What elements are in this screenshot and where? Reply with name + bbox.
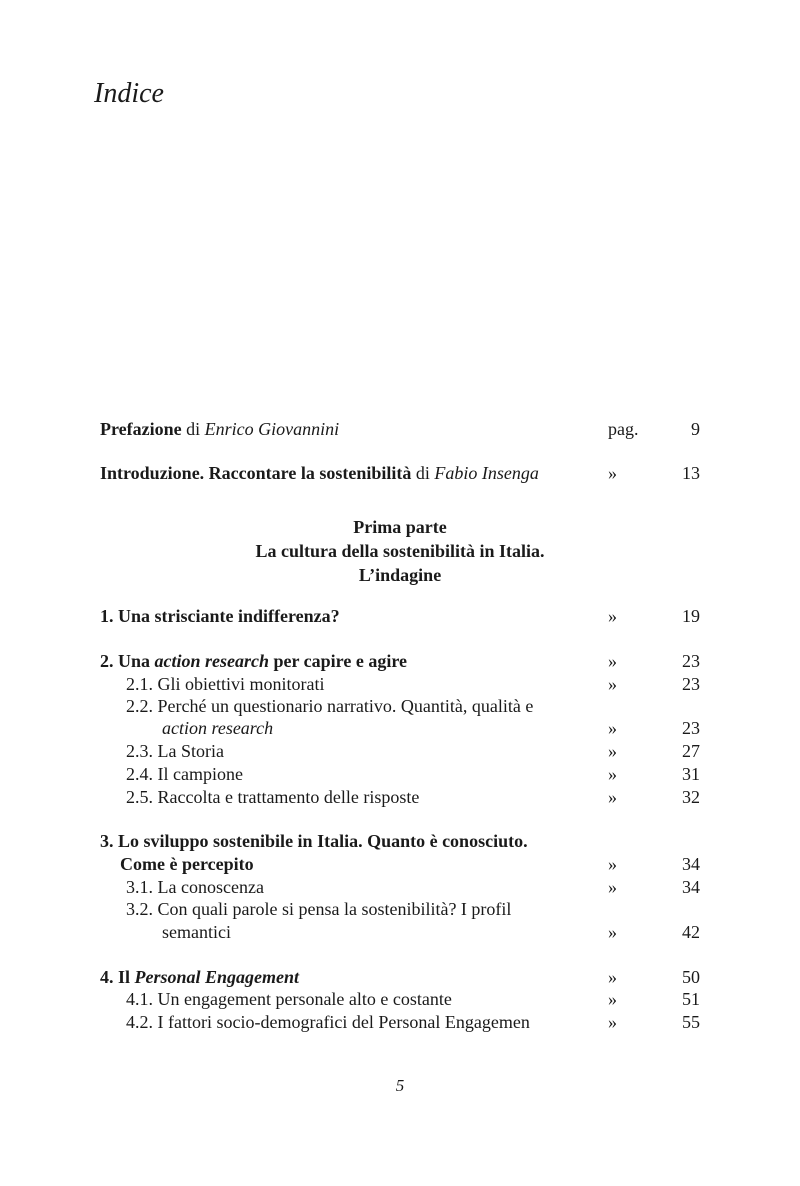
page-number: 51 [682, 989, 700, 1009]
entry-title-end: per capire e agire [269, 651, 407, 671]
entry-title-italic: action research [154, 651, 270, 671]
entry-title: 1. Una strisciante indifferenza? [100, 606, 340, 626]
entry-by: di [411, 463, 435, 483]
toc-entry-4-2[interactable] [100, 1011, 700, 1033]
page-number: 50 [682, 967, 700, 987]
entry-title: 2.2. Perché un questionario narrativo. Quantità, qualità e [126, 696, 534, 716]
page-number: 9 [691, 419, 700, 439]
page-number: 42 [682, 922, 700, 942]
ditto-mark: » [608, 463, 617, 483]
toc-entry-introduzione[interactable] [100, 462, 700, 484]
entry-author: Enrico Giovannini [204, 419, 340, 439]
toc-entry-2-2-line-2[interactable] [100, 717, 700, 739]
toc-entry-2-1[interactable] [100, 673, 700, 695]
entry-title: 4.1. Un engagement personale alto e costante [126, 989, 452, 1009]
toc-entry-2-4[interactable] [100, 763, 700, 785]
ditto-mark: » [608, 877, 617, 897]
entry-title: Come è percepito [120, 854, 254, 874]
entry-title: Introduzione. Raccontare la sostenibilità [100, 463, 412, 483]
ditto-mark: » [608, 741, 617, 761]
page-number: 31 [682, 764, 700, 784]
toc-entry-4-1[interactable] [100, 988, 700, 1010]
ditto-mark: » [608, 606, 617, 626]
ditto-mark: » [608, 764, 617, 784]
toc-entry-chapter-1[interactable] [100, 605, 700, 627]
entry-title-start: 2. Una [100, 651, 155, 671]
toc-entry-prefazione[interactable] [100, 418, 700, 440]
toc-entry-2-2-line-1[interactable] [100, 695, 700, 717]
part-label: Prima parte [353, 517, 447, 537]
entry-title-italic: Personal Engagement [134, 967, 300, 987]
part-heading [100, 515, 700, 587]
page-number: 13 [682, 463, 700, 483]
page-number: 34 [682, 854, 700, 874]
part-title: La cultura della sostenibilità in Italia. [255, 541, 545, 561]
entry-title: 2.5. Raccolta e trattamento delle risposte [126, 787, 420, 807]
entry-by: di [181, 419, 205, 439]
part-subtitle: L’indagine [358, 565, 442, 585]
entry-title: Prefazione [100, 419, 182, 439]
page-number: 34 [682, 877, 700, 897]
ditto-mark: » [608, 674, 617, 694]
ditto-mark: » [608, 651, 617, 671]
page-number: 19 [682, 606, 700, 626]
ditto-mark: » [608, 922, 617, 942]
entry-title: semantici [162, 922, 231, 942]
page-number: 55 [682, 1012, 700, 1032]
entry-title: 2.4. Il campione [126, 764, 243, 784]
entry-title: 3.1. La conoscenza [126, 877, 264, 897]
page-prefix: pag. [608, 419, 639, 439]
ditto-mark: » [608, 854, 617, 874]
toc-entry-chapter-4[interactable] [100, 966, 700, 988]
page-number: 23 [682, 651, 700, 671]
toc-entry-3-2-line-2[interactable] [100, 921, 700, 943]
toc-entry-3-1[interactable] [100, 876, 700, 898]
entry-author: Fabio Insenga [434, 463, 539, 483]
toc-entry-2-5[interactable] [100, 786, 700, 808]
ditto-mark: » [608, 967, 617, 987]
entry-title-italic: action research [162, 718, 274, 738]
page-title: Indice [94, 78, 164, 109]
entry-title: 2.1. Gli obiettivi monitorati [126, 674, 325, 694]
ditto-mark: » [608, 1012, 617, 1032]
entry-title: 2.3. La Storia [126, 741, 224, 761]
entry-title: 3.2. Con quali parole si pensa la sostenibilità? I profil [126, 899, 512, 919]
page-number: 32 [682, 787, 700, 807]
ditto-mark: » [608, 787, 617, 807]
folio-page-number: 5 [395, 1076, 405, 1095]
toc-entry-chapter-2[interactable] [100, 650, 700, 672]
ditto-mark: » [608, 718, 617, 738]
toc-entry-3-2-line-1[interactable] [100, 898, 700, 920]
toc-entry-2-3[interactable] [100, 740, 700, 762]
entry-title: 4.2. I fattori socio-demografici del Personal Engagemen [126, 1012, 530, 1032]
page-number: 23 [682, 718, 700, 738]
page-number: 23 [682, 674, 700, 694]
toc-entry-chapter-3-line-1[interactable] [100, 830, 700, 852]
ditto-mark: » [608, 989, 617, 1009]
toc-entry-chapter-3-line-2[interactable] [100, 853, 700, 875]
page-number: 27 [682, 741, 700, 761]
entry-title: 3. Lo sviluppo sostenibile in Italia. Quanto è conosciuto. [100, 831, 528, 851]
entry-title-start: 4. Il [100, 967, 135, 987]
